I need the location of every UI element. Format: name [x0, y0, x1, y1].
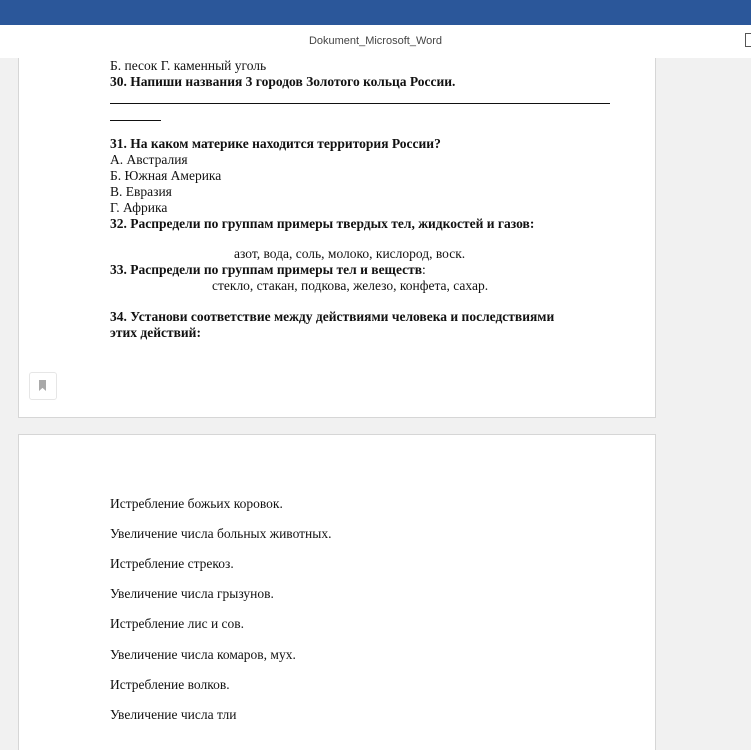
question-32-items: азот, вода, соль, молоко, кислород, воск.: [234, 246, 466, 261]
answer-option-g: Г. Африка: [110, 200, 168, 215]
document-page-1: [18, 58, 656, 418]
document-canvas[interactable]: [0, 58, 751, 750]
question-33-text: 33. Распредели по группам примеры тел и веществ: [110, 262, 423, 277]
question-32: 32. Распредели по группам примеры твердых тел, жидкостей и газов:: [110, 216, 535, 231]
bookmark-icon: [39, 380, 46, 391]
list-item: Истребление стрекоз.: [110, 556, 234, 571]
question-31: 31. На каком материке находится территория России?: [110, 136, 441, 151]
document-title: Dokument_Microsoft_Word: [308, 35, 443, 47]
question-34: 34. Установи соответствие между действиями человека и последствиями: [110, 309, 555, 324]
window-corner-icon[interactable]: [745, 33, 751, 47]
list-item: Увеличение числа грызунов.: [110, 586, 274, 601]
title-bar: [0, 25, 751, 59]
answer-line-long: [110, 103, 610, 104]
answer-option-v: В. Евразия: [110, 184, 172, 199]
list-item: Увеличение числа больных животных.: [110, 526, 332, 541]
list-item: Увеличение числа комаров, мух.: [110, 647, 296, 662]
ribbon-top-bar: [0, 0, 751, 25]
bookmark-button[interactable]: [29, 372, 57, 400]
question-33-items: стекло, стакан, подкова, железо, конфета, сахар.: [212, 278, 489, 293]
list-item: Истребление лис и сов.: [110, 616, 245, 631]
answer-line-short: [110, 120, 161, 121]
list-item: Истребление божьих коровок.: [110, 496, 283, 511]
text-line: Б. песок Г. каменный уголь: [110, 58, 267, 73]
list-item: Истребление волков.: [110, 677, 230, 692]
question-30: 30. Напиши названия 3 городов Золотого кольца России.: [110, 74, 456, 89]
document-page-2: [18, 434, 656, 750]
question-34-continued: этих действий:: [110, 325, 201, 340]
answer-option-a: А. Австралия: [110, 152, 188, 167]
answer-option-b: Б. Южная Америка: [110, 168, 222, 183]
list-item: Увеличение числа тли: [110, 707, 237, 722]
question-33-colon: :: [422, 262, 426, 277]
question-33: [110, 262, 426, 278]
